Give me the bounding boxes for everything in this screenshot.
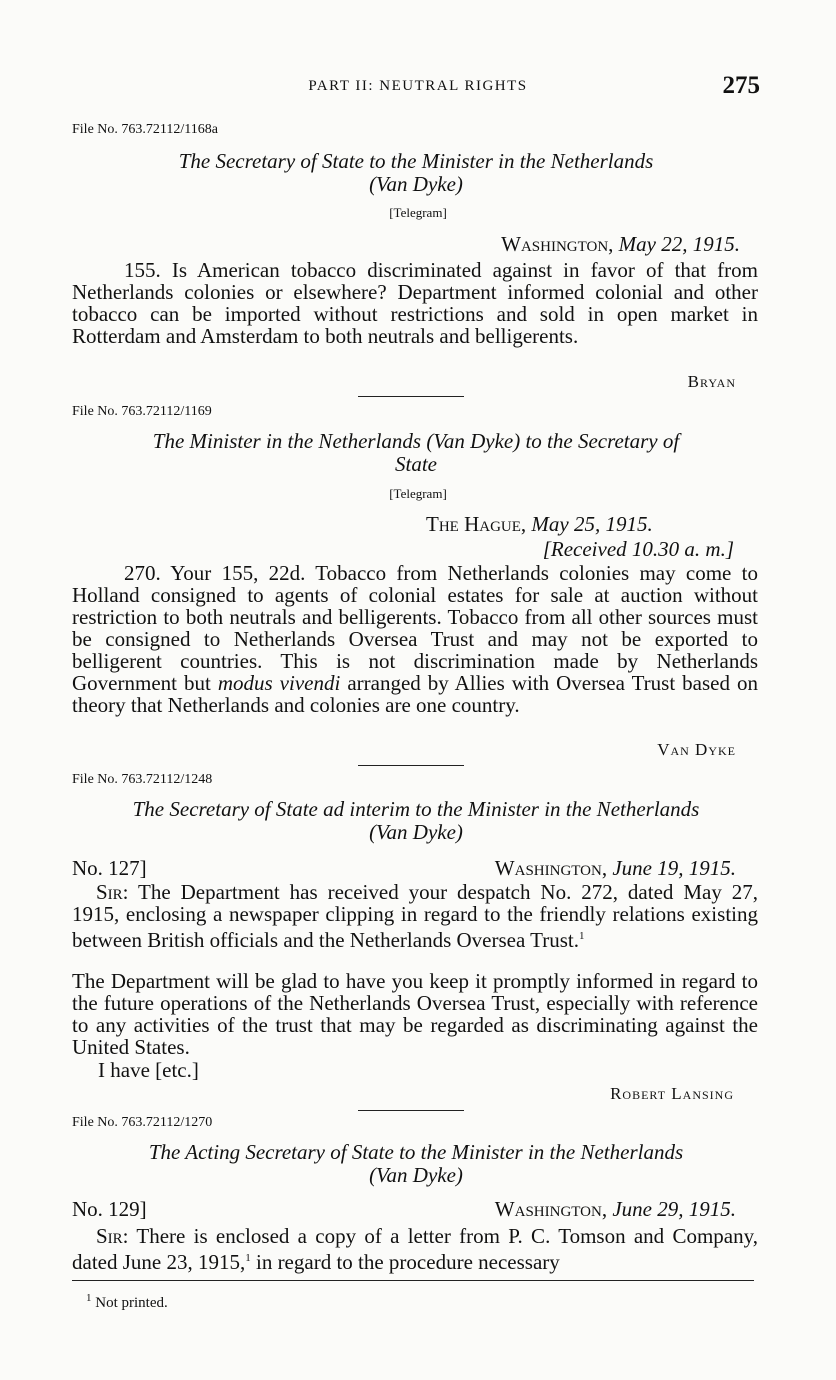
footnote-ref: 1 [245, 1252, 251, 1264]
telegram-label: [Telegram] [389, 205, 447, 220]
dateline-place: Washington, [501, 232, 614, 256]
dateline [426, 512, 653, 537]
heading-line: The Secretary of State to the Minister in the Netherlands [178, 149, 654, 173]
salutation: Sir: [96, 880, 129, 904]
document-heading [72, 798, 760, 844]
signature: Robert Lansing [610, 1084, 734, 1103]
file-number: File No. 763.72112/1248 [72, 772, 213, 787]
telegram-label: [Telegram] [389, 486, 447, 501]
separator-rule [358, 765, 464, 766]
footnote-rule [72, 1280, 754, 1281]
dateline [495, 1197, 736, 1222]
dateline-date: May 25, 1915. [531, 512, 653, 536]
salutation: Sir: [96, 1224, 129, 1248]
file-number: File No. 763.72112/1169 [72, 404, 212, 419]
letter-paragraph [72, 881, 758, 951]
telegram-body: 155. Is American tobacco discriminated against in favor of that from Netherlands colonies or elsewhere? Department informed colonial and other tobacco can be imported without restrictions and sold in open market in Rotterdam and Amsterdam to both neutrals and belligerents. [72, 258, 758, 348]
heading-line: The Secretary of State ad interim to the Minister in the Netherlands [132, 797, 700, 821]
heading-line: (Van Dyke) [369, 1163, 463, 1187]
document-heading [72, 430, 760, 476]
heading-line: (Van Dyke) [369, 820, 463, 844]
heading-line: The Acting Secretary of State to the Minister in the Netherlands [148, 1140, 684, 1164]
footnote [86, 1292, 168, 1312]
file-number: File No. 763.72112/1168a [72, 122, 218, 137]
telegram-body [72, 562, 758, 716]
despatch-number: No. 127] [72, 856, 147, 880]
body-text: arranged by Allies with Oversea Trust based on theory that Netherlands and colonies are one country. [72, 671, 758, 717]
heading-line: State [395, 452, 437, 476]
dateline-date: June 19, 1915. [612, 856, 736, 880]
footnote-ref: 1 [579, 930, 585, 942]
footnote-text: Not printed. [95, 1295, 168, 1311]
dateline [501, 232, 740, 257]
closing: I have [etc.] [98, 1058, 199, 1082]
despatch-number: No. 129] [72, 1197, 147, 1221]
body-text: The Department has received your despatch No. 272, dated May 27, 1915, enclosing a newspaper clipping in regard to the friendly relations existing between British officials and the Netherlands Oversea Trust. [72, 880, 758, 952]
separator-rule [358, 1110, 464, 1111]
running-head: PART II: NEUTRAL RIGHTS [308, 78, 528, 94]
signature: Bryan [687, 372, 736, 391]
dateline-date: June 29, 1915. [612, 1197, 736, 1221]
heading-line: The Minister in the Netherlands (Van Dyke) to the Secretary of [152, 429, 680, 453]
footnote-mark: 1 [86, 1292, 92, 1304]
dateline-date: May 22, 1915. [618, 232, 740, 256]
letter-paragraph [72, 1225, 758, 1273]
body-text: There is enclosed a copy of a letter from P. C. Tomson and Company, dated June 23, 1915, [72, 1224, 758, 1274]
body-text: 270. Your 155, 22d. Tobacco from Netherlands colonies may come to Holland consigned to agents of colonial estates for sale at auction without restriction to both neutrals and belligerents. Tobacco from all other sources must be consigned to Netherlands Oversea Trust and may not be exported to belligerent countries. This is not discrimination made by Netherlands Government but [72, 561, 758, 695]
dateline-place: Washington, [494, 1197, 608, 1221]
body-text: in regard to the procedure necessary [250, 1250, 560, 1274]
page-number: 275 [722, 72, 760, 99]
heading-line: (Van Dyke) [369, 172, 463, 196]
document-heading [72, 1141, 760, 1187]
letter-paragraph: The Department will be glad to have you keep it promptly informed in regard to the future operations of the Netherlands Oversea Trust, especially with reference to any activities of the trust that may be regarded as discriminating against the United States. [72, 969, 758, 1059]
body-italic-phrase: modus vivendi [217, 671, 341, 695]
signature: Van Dyke [657, 740, 736, 759]
received-note: [Received 10.30 a. m.] [542, 537, 734, 561]
file-number: File No. 763.72112/1270 [72, 1115, 213, 1130]
dateline [495, 856, 736, 881]
dateline-place: The Hague, [426, 512, 527, 536]
document-heading [72, 150, 760, 196]
separator-rule [358, 396, 464, 397]
dateline-place: Washington, [494, 856, 608, 880]
